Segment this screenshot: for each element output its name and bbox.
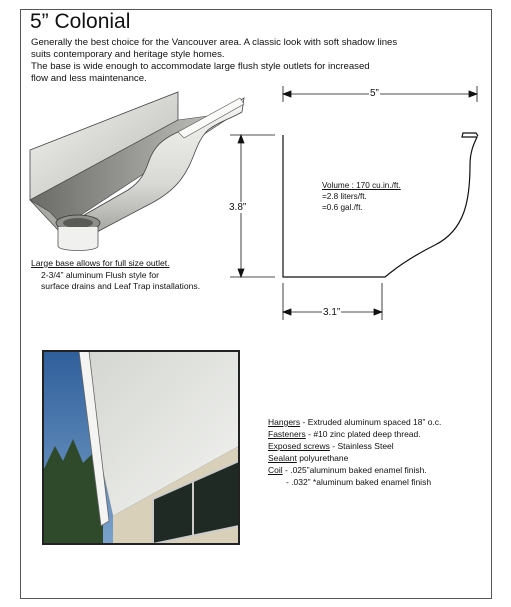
- intro-line: The base is wide enough to accommodate large flush style outlets for increased: [31, 61, 370, 72]
- volume-line: =0.6 gal./ft.: [322, 203, 363, 212]
- spec-term: Sealant: [268, 453, 297, 463]
- outlet-caption-heading: Large base allows for full size outlet.: [31, 258, 170, 268]
- spec-term: Exposed screws: [268, 441, 330, 451]
- spec-detail: polyurethane: [296, 453, 349, 463]
- spec-row: [268, 452, 441, 464]
- base-label: 3.1”: [323, 307, 341, 318]
- spec-term: Coil: [268, 465, 283, 475]
- spec-list: [268, 416, 441, 488]
- spec-row: [268, 428, 441, 440]
- volume-heading: Volume : 170 cu.in./ft.: [322, 181, 401, 190]
- spec-detail: - Extruded aluminum spaced 18” o.c.: [300, 417, 442, 427]
- width-label: 5”: [370, 88, 379, 99]
- intro-line: Generally the best choice for the Vancouver area. A classic look with soft shadow lines: [31, 37, 398, 48]
- intro-text: [31, 37, 471, 85]
- volume-line: =2.8 liters/ft.: [322, 192, 367, 201]
- page-title: 5” Colonial: [30, 10, 131, 33]
- outlet-caption: [31, 258, 200, 293]
- intro-line: suits contemporary and heritage style homes.: [31, 49, 225, 60]
- intro-line: flow and less maintenance.: [31, 73, 147, 84]
- house-photo: [43, 351, 239, 544]
- height-label: 3.8”: [229, 202, 247, 213]
- spec-extra: - .032” *aluminum baked enamel finish: [286, 477, 432, 487]
- spec-detail: - #10 zinc plated deep thread.: [305, 429, 421, 439]
- spec-term: Fasteners: [268, 429, 306, 439]
- spec-detail: - Stainless Steel: [329, 441, 394, 451]
- gutter-illustration: [28, 90, 248, 250]
- outlet-caption-line: 2-3/4” aluminum Flush style for: [41, 269, 159, 280]
- spec-term: Hangers: [268, 417, 301, 427]
- width-dimension: [283, 86, 477, 102]
- spec-row: [268, 464, 441, 476]
- spec-row: [268, 416, 441, 428]
- spec-detail: - .025”aluminum baked enamel finish.: [282, 465, 427, 475]
- outlet-caption-line: surface drains and Leaf Trap installations.: [41, 281, 201, 291]
- spec-row: [268, 440, 441, 452]
- volume-info: [322, 180, 401, 213]
